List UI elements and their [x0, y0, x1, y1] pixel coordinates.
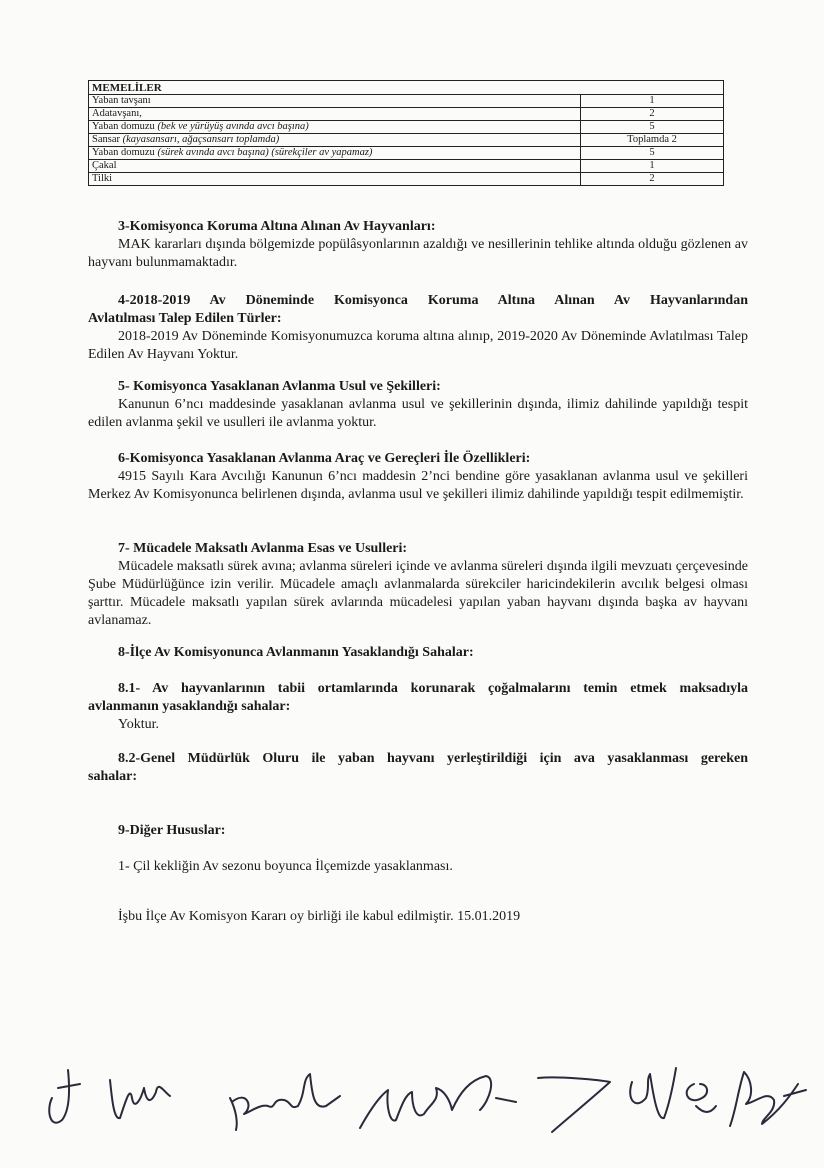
animal-name: Tilki — [89, 173, 581, 186]
closing — [88, 908, 748, 926]
section-6-body: 4915 Sayılı Kara Avcılığı Kanunun 6’ncı maddesin 2’nci bendine göre yasaklanan avlanma usul ve şekilleri Merkez Av Komisyonunca belirlenen dışında, avlanma usul ve şekilleri ilimiz dahilinde yapıldığı tespit edilmemiştir. — [88, 469, 748, 502]
section-7-title: 7- Mücadele Maksatlı Avlanma Esas ve Usulleri: — [118, 541, 408, 556]
signature-1 — [49, 1070, 80, 1123]
animal-name: Sansar (kayasansarı, ağaçsansarı toplamda) — [89, 134, 581, 147]
signature-5 — [538, 1077, 610, 1132]
table-row — [89, 108, 724, 121]
section-6 — [88, 450, 748, 504]
animal-name: Çakal — [89, 160, 581, 173]
section-9-title: 9-Diğer Hususlar: — [118, 823, 226, 838]
table-row — [89, 160, 724, 173]
table-row — [89, 173, 724, 186]
table-row — [89, 121, 724, 134]
signature-8 — [730, 1072, 806, 1126]
signature-4 — [360, 1076, 516, 1128]
section-8-1 — [88, 680, 748, 734]
section-9 — [88, 822, 748, 840]
section-4-title-line2: Avlatılması Talep Edilen Türler: — [88, 311, 282, 326]
table-row — [89, 134, 724, 147]
section-3 — [88, 218, 748, 272]
signatures-drawing — [40, 1040, 810, 1140]
section-5 — [88, 378, 748, 432]
table-header-row — [89, 81, 724, 95]
section-9-item-1: 1- Çil kekliğin Av sezonu boyunca İlçemizde yasaklanması. — [118, 859, 453, 874]
section-8-1-title-line1: 8.1- Av hayvanlarının tabii ortamlarında korunarak çoğalmalarını temin etmek maksadıyla — [118, 681, 748, 696]
animal-name: Adatavşanı, — [89, 108, 581, 121]
section-3-body: MAK kararları dışında bölgemizde popülâsyonlarının azaldığı ve nesillerinin tehlike altında olduğu gözlenen av hayvanı bulunmamaktadır. — [88, 237, 748, 270]
signature-6 — [630, 1068, 676, 1118]
section-5-title: 5- Komisyonca Yasaklanan Avlanma Usul ve Şekilleri: — [118, 379, 441, 394]
animal-limit: 5 — [581, 121, 724, 134]
signature-2 — [110, 1080, 170, 1118]
section-9-item — [88, 858, 748, 876]
memeliler-table — [88, 80, 724, 186]
section-6-title: 6-Komisyonca Yasaklanan Avlanma Araç ve Gereçleri İle Özellikleri: — [118, 451, 531, 466]
animal-limit: 2 — [581, 173, 724, 186]
section-7 — [88, 540, 748, 630]
section-8-1-title-line2: avlanmanın yasaklandığı sahalar: — [88, 699, 291, 714]
section-8-2 — [88, 750, 748, 786]
section-3-title: 3-Komisyonca Koruma Altına Alınan Av Hayvanları: — [118, 219, 436, 234]
section-7-body: Mücadele maksatlı sürek avına; avlanma süreleri içinde ve avlanma süreleri dışında ilgili mevzuatı çerçevesinde Şube Müdürlüğünce izin verilir. Mücadele amaçlı avlanmalarda sürekciler haricindekilerin avcılık belgesi olması şarttır. Mücadele maksatlı yapılan sürek avlarında mücadelesi yapılan yaban hayvanı dışında başka av hayvanı avlanamaz. — [88, 559, 748, 628]
table-row — [89, 147, 724, 160]
closing-statement: İşbu İlçe Av Komisyon Kararı oy birliği ile kabul edilmiştir. 15.01.2019 — [118, 909, 521, 924]
section-8 — [88, 644, 748, 662]
animal-name: Yaban domuzu (sürek avında avcı başına) (sürekçiler av yapamaz) — [89, 147, 581, 160]
signature-7 — [687, 1084, 716, 1112]
table-header: MEMELİLER — [89, 81, 724, 95]
animal-name: Yaban tavşanı — [89, 95, 581, 108]
signatures — [40, 1040, 810, 1140]
section-4-body: 2018-2019 Av Döneminde Komisyonumuzca koruma altına alınıp, 2019-2020 Av Döneminde Avlatılması Talep Edilen Av Hayvanı Yoktur. — [88, 329, 748, 362]
section-8-1-body: Yoktur. — [118, 717, 159, 732]
animal-limit: 1 — [581, 160, 724, 173]
animal-limit: 1 — [581, 95, 724, 108]
section-5-body: Kanunun 6’ncı maddesinde yasaklanan avlanma usul ve şekillerinin dışında, ilimiz dahilinde yapıldığı tespit edilen avlanma şekil ve usulleri ile avlanma yoktur. — [88, 397, 748, 430]
animal-limit: Toplamda 2 — [581, 134, 724, 147]
section-8-2-title-line2: sahalar: — [88, 769, 137, 784]
section-8-2-title-line1: 8.2-Genel Müdürlük Oluru ile yaban hayvanı yerleştirildiği için ava yasaklanması gereken — [118, 751, 748, 766]
section-4 — [88, 292, 748, 364]
animal-limit: 2 — [581, 108, 724, 121]
memeliler-table-wrap — [88, 80, 724, 186]
animal-name: Yaban domuzu (bek ve yürüyüş avında avcı başına) — [89, 121, 581, 134]
section-4-title-line1: 4-2018-2019 Av Döneminde Komisyonca Koruma Altına Alınan Av Hayvanlarından — [118, 293, 748, 308]
table-row — [89, 95, 724, 108]
signature-3 — [230, 1074, 340, 1130]
animal-limit: 5 — [581, 147, 724, 160]
section-8-title: 8-İlçe Av Komisyonunca Avlanmanın Yasaklandığı Sahalar: — [118, 645, 474, 660]
